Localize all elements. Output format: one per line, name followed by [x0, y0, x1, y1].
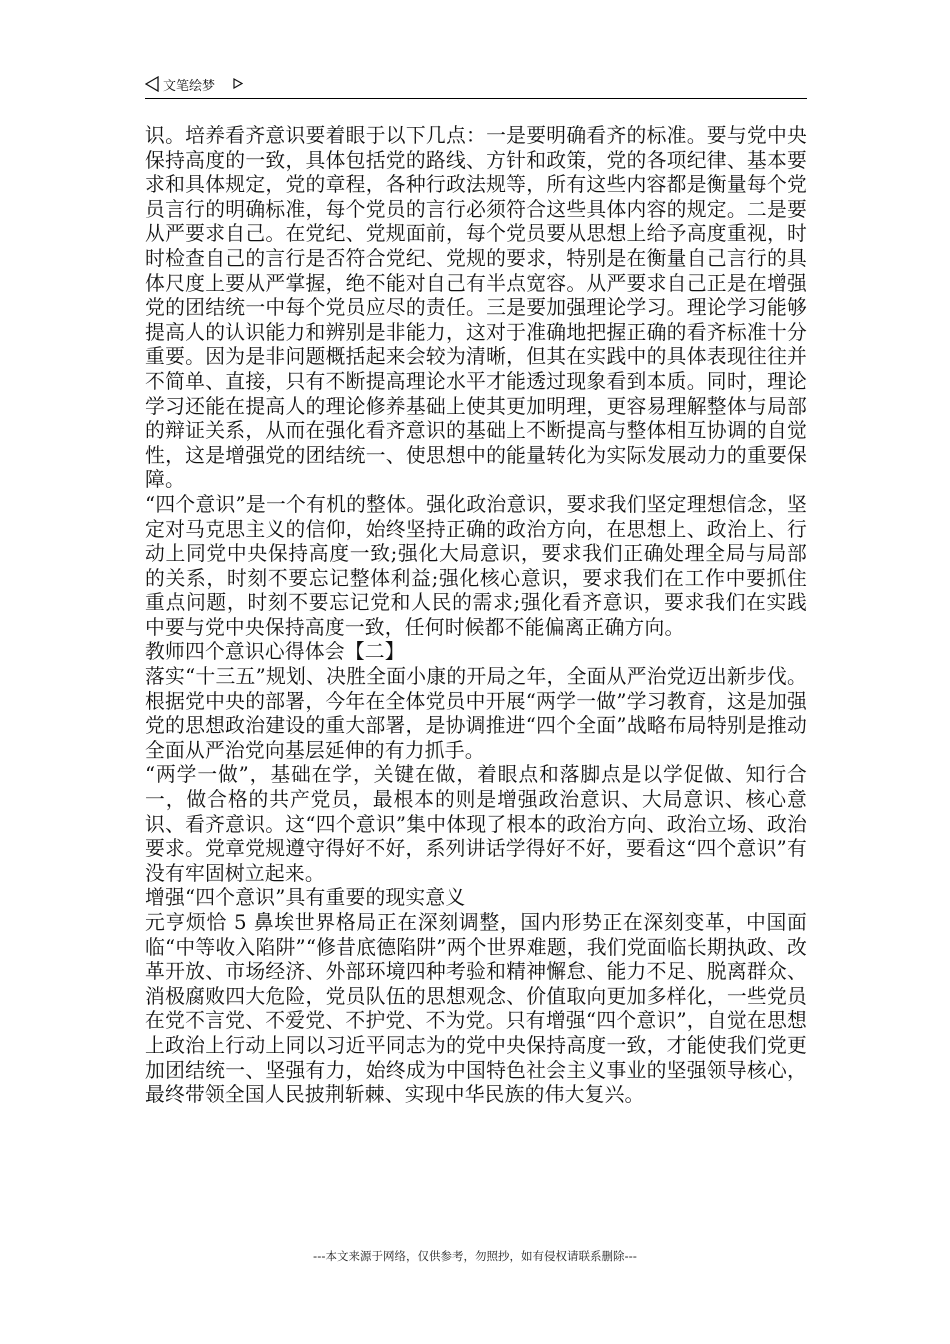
section-heading-2: 教师四个意识心得体会【二】: [145, 640, 405, 664]
document-body: [145, 124, 807, 1108]
paragraph-1: 识。培养看齐意识要着眼于以下几点：一是要明确看齐的标准。要与党中央保持高度的一致，具体包括党的路线、方针和政策，党的各项纪律、基本要求和具体规定，党的章程，各种行政法规等，所有这些内容都是衡量每个党员言行的明确标准，每个党员的言行必须符合这些具体内容的规定。二是要从严要求自己。在党纪、党规面前，每个党员要从思想上给予高度重视，时时检查自己的言行是否符合党纪、党规的要求，特别是在衡量自己言行的具体尺度上要从严掌握，绝不能对自己有半点宽容。从严要求自己正是在增强党的团结统一中每个党员应尽的责任。三是要加强理论学习。理论学习能够提高人的认识能力和辨别是非能力，这对于准确地把握正确的看齐标准十分重要。因为是非问题概括起来会较为清晰，但其在实践中的具体表现往往并不简单、直接，只有不断提高理论水平才能透过现象看到本质。同时，理论学习还能在提高人的理论修养基础上使其更加明理，更容易理解整体与局部的辩证关系，从而在强化看齐意识的基础上不断提高与整体相互协调的自觉性，这是增强党的团结统一、使思想中的能量转化为实际发展动力的重要保障。: [145, 124, 807, 492]
paragraph-3: 落实“十三五”规划、决胜全面小康的开局之年，全面从严治党迈出新步伐。根据党中央的部署，今年在全体党员中开展“两学一做”学习教育，这是加强党的思想政治建设的重大部署，是协调推进“四个全面”战略布局特别是推动全面从严治党向基层延伸的有力抓手。: [145, 665, 807, 762]
triangle-left-icon: [145, 76, 159, 92]
header-brand: 文笔绘梦: [163, 79, 216, 94]
paragraph-2: “四个意识”是一个有机的整体。强化政治意识，要求我们坚定理想信念，坚定对马克思主义的信仰，始终坚持正确的政治方向，在思想上、政治上、行动上同党中央保持高度一致;强化大局意识，要求我们正确处理全局与局部的关系，时刻不要忘记整体利益;强化核心意识，要求我们在工作中要抓住重点问题，时刻不要忘记党和人民的需求;强化看齐意识，要求我们在实践中要与党中央保持高度一致，任何时候都不能偏离正确方向。: [145, 492, 807, 639]
triangle-right-icon: [233, 78, 243, 89]
paragraph-4: “两学一做”，基础在学，关键在做，着眼点和落脚点是以学促做、知行合一，做合格的共产党员，最根本的则是增强政治意识、大局意识、核心意识、看齐意识。这“四个意识”集中体现了根本的政治方向、政治立场、政治要求。党章党规遵守得好不好，系列讲话学得好不好，要看这“四个意识”有没有牢固树立起来。: [145, 763, 807, 885]
page-header: [145, 72, 807, 99]
paragraph-5: 元亨烦恰 5 鼻埃世界格局正在深刻调整，国内形势正在深刻变革，中国面临“中等收入陷阱”“修昔底德陷阱”两个世界难题，我们党面临长期执政、改革开放、市场经济、外部环境四种考验和精神懈怠、能力不足、脱离群众、消极腐败四大危险，党员队伍的思想观念、价值取向更加多样化，一些党员在党不言党、不爱党、不护党、不为党。只有增强“四个意识”，自觉在思想上政治上行动上同以习近平同志为的党中央保持高度一致，才能使我们党更加团结统一、坚强有力，始终成为中国特色社会主义事业的坚强领导核心，最终带领全国人民披荆斩棘、实现中华民族的伟大复兴。: [145, 911, 807, 1107]
page-footer: ---本文来源于网络，仅供参考，勿照抄，如有侵权请联系删除---: [313, 1249, 637, 1263]
section-subheading: 增强“四个意识”具有重要的现实意义: [145, 886, 466, 910]
